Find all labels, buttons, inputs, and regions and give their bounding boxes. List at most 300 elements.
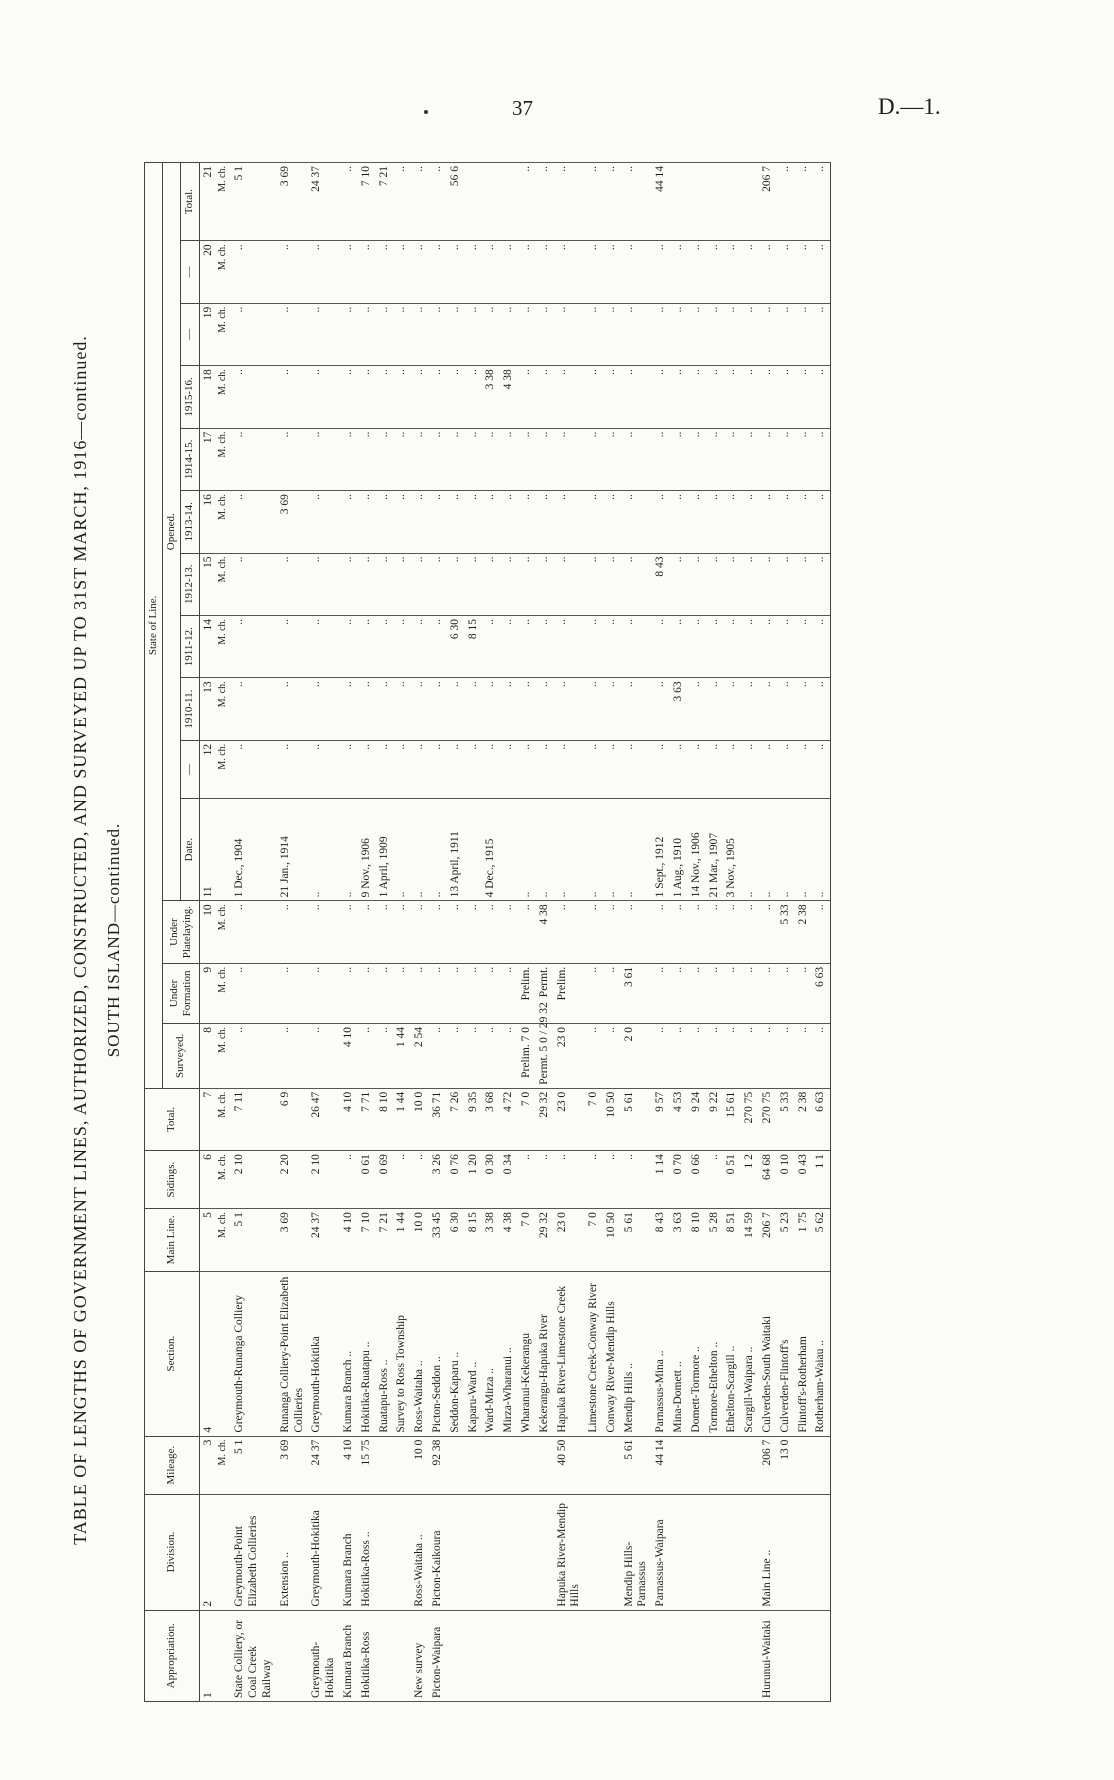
table-cell: 44 14 [652,163,670,241]
table-cell: .. [759,428,777,490]
table-cell: .. [759,615,777,677]
table-cell: 7 0 [585,1088,603,1150]
table-cell: 0 66 [688,1151,706,1209]
table-cell: Prelim. [554,963,586,1023]
table-cell: .. [536,1151,554,1209]
table-cell: .. [777,366,795,428]
table-cell: Ross-Waitaha .. [411,1494,429,1610]
table-cell: .. [340,241,358,303]
table-cell: .. [308,491,340,553]
table-cell: .. [536,163,554,241]
table-cell: M. ch. [217,553,231,615]
table-cell [795,1494,813,1610]
table-cell: 18 [199,366,217,428]
table-cell: 10 50 [603,1209,621,1271]
table-cell: .. [585,678,603,740]
header-sidings: Sidings. [145,1151,200,1209]
table-cell: .. [812,553,830,615]
table-cell: .. [231,963,276,1023]
table-cell [741,1494,759,1610]
table-cell: .. [585,491,603,553]
table-cell: 26 47 [308,1088,340,1150]
table-cell: Hokitika-Ross .. [358,1494,376,1610]
table-cell: .. [277,1024,309,1089]
table-cell: .. [308,740,340,798]
table-cell: .. [795,303,813,365]
header-section: Section. [145,1271,200,1436]
table-cell: 9 24 [688,1088,706,1150]
table-cell: 4 38 [536,901,554,963]
table-cell: .. [500,901,518,963]
table-cell: .. [429,615,447,677]
table-cell: .. [447,901,465,963]
table-cell: .. [759,678,777,740]
table-cell [585,1610,603,1701]
header-year-1911: 1911-12. [181,615,199,677]
table-cell: .. [340,1151,358,1209]
table-cell: M. ch. [217,1436,231,1494]
table-cell: .. [688,241,706,303]
table-cell: 8 15 [465,615,483,677]
table-cell: 6 63 [812,1088,830,1150]
table-cell: 3 Nov., 1905 [723,798,741,901]
table-cell: .. [358,678,376,740]
table-cell: 9 57 [652,1088,670,1150]
print-mark [424,110,428,114]
table-cell: Kumara Branch .. [340,1271,358,1436]
table-cell: .. [231,901,276,963]
table-cell: .. [670,428,688,490]
table-cell [500,1436,518,1494]
table-cell: 2 38 [795,1088,813,1150]
table-cell: .. [500,678,518,740]
table-cell: .. [340,678,358,740]
table-cell: .. [411,491,429,553]
table-cell: .. [465,1024,483,1089]
table-cell: 0 43 [795,1151,813,1209]
table-row [603,163,621,1702]
table-cell: .. [308,553,340,615]
table-cell [482,1494,500,1610]
table-cell: 4 10 [340,1024,358,1089]
table-cell [723,1610,741,1701]
table-cell [482,163,500,241]
table-body [199,163,831,1702]
table-cell [603,1494,621,1610]
table-cell: .. [429,303,447,365]
table-cell [518,1610,536,1701]
header-total-opened: Total. [181,163,199,241]
table-cell: 8 43 [652,1209,670,1271]
table-cell: .. [777,678,795,740]
table-cell: Greymouth-Hokitika [308,1271,340,1436]
table-cell: .. [759,241,777,303]
table-cell: .. [376,963,394,1023]
table-cell: Rotherham-Waiau .. [812,1271,830,1436]
table-cell: 14 [199,615,217,677]
table-cell: .. [429,491,447,553]
table-cell: .. [500,1024,518,1089]
table-cell: Wharanui-Kekerangu [518,1271,536,1436]
table-cell: .. [500,740,518,798]
table-cell: Kaparu-Ward .. [465,1271,483,1436]
table-cell: .. [585,366,603,428]
table-cell: .. [536,366,554,428]
table-cell: .. [812,366,830,428]
table-cell: .. [688,740,706,798]
table-cell: 7 71 [358,1088,376,1150]
table-cell: M. ch. [217,366,231,428]
table-cell: 23 0 [554,1024,586,1089]
table-cell: Ethelton-Scargill .. [723,1271,741,1436]
table-cell: 3 69 [277,1209,309,1271]
table-cell [465,1436,483,1494]
table-cell: .. [465,491,483,553]
table-cell: .. [277,615,309,677]
table-cell: .. [585,901,603,963]
table-cell: .. [812,901,830,963]
table-cell: .. [603,553,621,615]
table-cell [585,1436,603,1494]
table-cell: .. [277,241,309,303]
table-cell: .. [603,1151,621,1209]
table-cell: .. [376,553,394,615]
table-cell: M. ch. [217,963,231,1023]
table-cell: .. [554,1151,586,1209]
table-cell: .. [231,428,276,490]
table-cell: Prelim. [518,963,536,1023]
table-cell: 12 [199,740,217,798]
table-cell: .. [621,303,653,365]
table-cell: .. [429,163,447,241]
table-cell: .. [759,553,777,615]
table-cell: .. [652,428,670,490]
table-cell: .. [621,366,653,428]
table-cell: .. [777,428,795,490]
table-cell: .. [706,615,724,677]
table-cell: .. [536,303,554,365]
table-cell: 24 37 [308,1209,340,1271]
table-cell: .. [358,366,376,428]
table-cell: .. [585,303,603,365]
table-cell: .. [277,428,309,490]
table-cell: 3 69 [277,163,309,241]
table-cell: Ross-Waitaha .. [411,1271,429,1436]
table-cell: 92 38 [429,1436,447,1494]
table-cell: M. ch. [217,1151,231,1209]
table-cell: .. [340,428,358,490]
table-cell: M. ch. [217,428,231,490]
table-cell: .. [231,615,276,677]
table-cell: Permt. [536,963,554,1023]
table-cell: .. [536,491,554,553]
header-division: Division. [145,1494,200,1610]
table-cell: .. [277,901,309,963]
table-cell: .. [429,798,447,901]
table-cell: 14 59 [741,1209,759,1271]
table-cell: 7 26 [447,1088,465,1150]
table-cell: .. [603,366,621,428]
table-cell [500,1494,518,1610]
table-cell: Hapuka River-Mendip Hills [554,1494,586,1610]
table-cell: .. [231,303,276,365]
table-cell: .. [723,678,741,740]
table-cell: 6 [199,1151,217,1209]
table-cell: 3 [199,1436,217,1494]
table-subtitle: SOUTH ISLAND—continued. [104,822,123,1058]
table-row [741,163,759,1702]
table-cell: 1 20 [465,1151,483,1209]
table-cell [688,1610,706,1701]
table-cell: .. [777,241,795,303]
table-cell: .. [518,491,536,553]
header-state-of-line: State of Line. [145,163,163,1089]
table-cell: .. [358,241,376,303]
table-cell: .. [465,428,483,490]
table-cell: 5 61 [621,1088,653,1150]
table-cell: Runanga Colliery-Point Elizabeth Collieries [277,1271,309,1436]
table-cell: .. [759,366,777,428]
table-cell: .. [812,1024,830,1089]
table-cell: .. [723,303,741,365]
table-cell: .. [447,553,465,615]
table-cell: .. [652,615,670,677]
table-cell: Main Line .. [759,1494,777,1610]
table-cell: .. [688,1024,706,1089]
table-cell: .. [777,491,795,553]
table-cell [500,1610,518,1701]
table-cell: 7 0 [518,1209,536,1271]
table-cell: .. [741,678,759,740]
table-cell: .. [585,241,603,303]
header-year-1910: 1910-11. [181,678,199,740]
table-cell [217,1271,231,1436]
table-cell: .. [603,901,621,963]
table-cell: .. [688,963,706,1023]
table-cell: Greymouth-Hokitika [308,1610,340,1701]
table-cell: 1 April, 1909 [376,798,394,901]
table-cell: 270 75 [741,1088,759,1150]
table-cell [795,1610,813,1701]
header-under-formation: Under Formation [163,963,199,1023]
table-cell: .. [670,615,688,677]
table-cell: .. [536,615,554,677]
table-cell: .. [376,615,394,677]
table-cell: .. [603,428,621,490]
table-cell: .. [411,678,429,740]
table-cell: .. [621,901,653,963]
table-cell: Permt. 5 0 / 29 32 [536,1024,554,1089]
table-cell: 3 26 [429,1151,447,1209]
table-cell [741,1436,759,1494]
table-cell [376,1610,394,1701]
table-cell: Tormore-Ethelton .. [706,1271,724,1436]
table-cell: .. [411,1151,429,1209]
table-cell: .. [554,241,586,303]
table-cell [518,1436,536,1494]
table-cell: Mendip Hills-Parnassus [621,1494,653,1610]
table-cell: Kumara Branch [340,1610,358,1701]
table-cell: .. [376,366,394,428]
table-cell [500,798,518,901]
table-cell: .. [603,798,621,901]
table-cell: .. [621,798,653,901]
table-cell: 1 Aug., 1910 [670,798,688,901]
table-row [518,163,536,1702]
table-cell: .. [723,491,741,553]
table-cell: .. [670,740,688,798]
table-cell: Hokitika-Ross [358,1610,376,1701]
table-cell: Parnassus-Waipara [652,1494,670,1610]
table-cell: Picton-Kaikoura [429,1494,447,1610]
table-cell: M. ch. [217,491,231,553]
table-cell: Extension .. [277,1494,309,1610]
table-cell: .. [723,901,741,963]
table-cell: 4 [199,1271,217,1436]
table-cell: 3 69 [277,1436,309,1494]
table-cell: 6 9 [277,1088,309,1150]
table-cell: .. [741,798,759,901]
table-cell: Picton-Seddon .. [429,1271,447,1436]
table-cell: .. [340,303,358,365]
table-cell: .. [621,491,653,553]
table-cell: .. [340,740,358,798]
table-cell: .. [706,740,724,798]
table-cell: 9 Nov., 1906 [358,798,376,901]
table-cell: 3 38 [482,1209,500,1271]
table-cell: .. [231,366,276,428]
table-cell: 2 10 [308,1151,340,1209]
table-cell: .. [603,303,621,365]
table-cell: .. [465,366,483,428]
table-cell: 206 7 [759,1436,777,1494]
header-mileage: Mileage. [145,1436,200,1494]
table-cell: 16 [199,491,217,553]
table-cell: .. [621,678,653,740]
table-cell: Conway River-Mendip Hills [603,1271,621,1436]
table-cell: .. [411,901,429,963]
table-cell: 0 69 [376,1151,394,1209]
table-cell: .. [393,163,411,241]
table-cell: .. [376,901,394,963]
table-cell: .. [340,491,358,553]
table-cell: .. [554,740,586,798]
table-cell [603,1436,621,1494]
table-cell: .. [393,678,411,740]
table-cell [603,1610,621,1701]
table-cell: .. [277,678,309,740]
table-cell [465,1610,483,1701]
table-cell: 13 April, 1911 [447,798,465,901]
table-cell: .. [465,678,483,740]
table-cell: .. [277,740,309,798]
table-cell: 5 1 [231,1436,276,1494]
table-cell: M. ch. [217,1088,231,1150]
table-row [482,163,500,1702]
table-cell: .. [376,678,394,740]
table-cell [518,1494,536,1610]
table-cell: .. [759,798,777,901]
table-cell: .. [741,366,759,428]
table-cell: .. [812,740,830,798]
table-cell: .. [759,901,777,963]
table-cell: .. [795,1024,813,1089]
table-cell: .. [411,553,429,615]
table-row [706,163,724,1702]
table-cell: .. [482,428,500,490]
table-cell [500,163,518,241]
table-cell [741,163,759,241]
table-cell: .. [795,740,813,798]
table-cell: 8 15 [465,1209,483,1271]
table-row [812,163,830,1702]
table-cell: .. [688,615,706,677]
table-cell: .. [670,901,688,963]
table-cell [812,1610,830,1701]
table-cell: .. [759,1024,777,1089]
table-cell [465,798,483,901]
table-cell [706,1494,724,1610]
table-cell [706,163,724,241]
table-cell [812,1436,830,1494]
table-cell: .. [706,303,724,365]
table-cell: .. [447,491,465,553]
table-cell: 206 7 [759,163,777,241]
table-cell: .. [554,428,586,490]
table-cell: .. [358,303,376,365]
table-cell: .. [411,740,429,798]
table-cell: 13 0 [777,1436,795,1494]
table-cell: Mirza-Wharanui .. [500,1271,518,1436]
header-year-1913: 1913-14. [181,491,199,553]
table-cell: .. [376,303,394,365]
table-cell: .. [603,491,621,553]
table-cell: 8 10 [688,1209,706,1271]
table-cell: .. [741,428,759,490]
table-cell: .. [585,1024,603,1089]
table-cell: 7 11 [231,1088,276,1150]
table-cell: .. [500,303,518,365]
table-cell: .. [723,366,741,428]
table-cell: .. [554,366,586,428]
table-cell: 1 44 [393,1024,411,1089]
table-cell [670,163,688,241]
table-cell: .. [812,678,830,740]
table-cell: .. [652,740,670,798]
table-cell: .. [465,241,483,303]
header-total: Total. [145,1088,200,1150]
table-cell: 36 71 [429,1088,447,1150]
table-cell: 64 68 [759,1151,777,1209]
table-cell: 6 63 [812,963,830,1023]
table-cell: .. [795,163,813,241]
table-cell: .. [795,428,813,490]
header-main-line: Main Line. [145,1209,200,1271]
table-cell [706,1436,724,1494]
table-row [554,163,586,1702]
table-row [621,163,653,1702]
header-year-1914: 1914-15. [181,428,199,490]
table-cell: .. [411,163,429,241]
table-cell: .. [308,798,340,901]
table-cell: .. [376,241,394,303]
table-row [358,163,376,1702]
table-cell: .. [688,901,706,963]
table-cell [670,1494,688,1610]
table-cell: 7 0 [518,1088,536,1150]
table-cell: .. [411,303,429,365]
table-cell: .. [536,428,554,490]
